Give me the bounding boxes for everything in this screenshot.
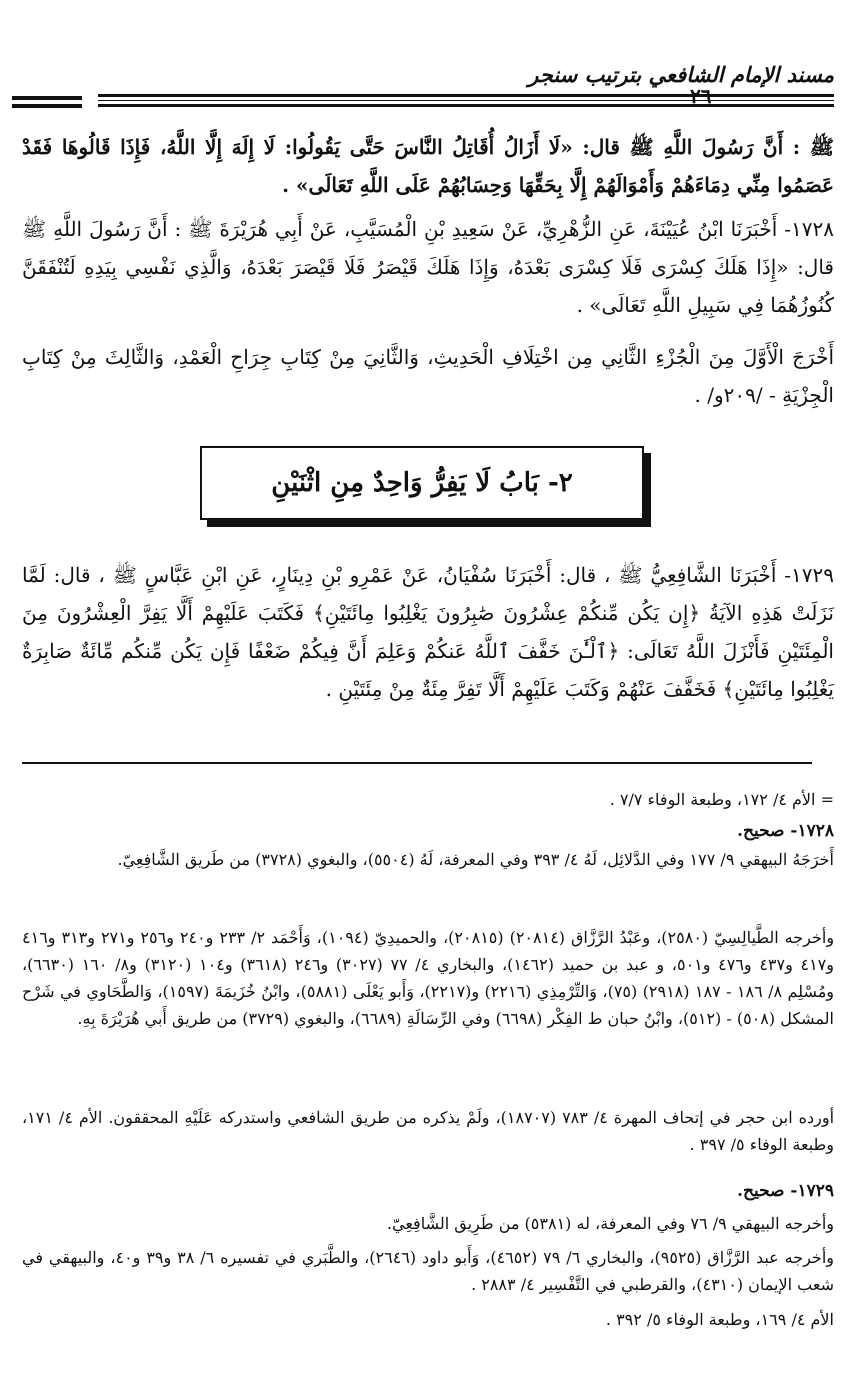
footnote-text: وأخرجه البيهقي ٩/ ٧٦ وفي المعرفة، له (٥٣٨١) من طَرِيق الشَّافِعِيّ. bbox=[386, 1214, 834, 1233]
hadith-text: ١٧٢٨- أَخْبَرَنَا ابْنُ عُيَيْنَةَ، عَنِ الزُّهْرِيِّ، عَنْ سَعِيدِ بْنِ الْمُسَيَّبِ، عَنْ أَبِي هُرَيْرَةَ ﷺ : أَنَّ رَسُولَ اللَّهِ ﷺ قال: «إِذَا هَلَكَ كِسْرَى فَلَا كِسْرَى بَعْدَهُ، وَإِذَا هَلَكَ قَيْصَرُ فَلَا قَيْصَرَ بَعْدَهُ، وَالَّذِي نَفْسِي بِيَدِهِ لَتُنْفَقَنَّ كُنُوزُهُمَا فِي سَبِيلِ اللَّهِ تَعَالَى» . bbox=[22, 217, 834, 317]
footnote-text: وأخرجه الطَّيالِسِيّ (٢٥٨٠)، وعَبْدُ الرَّزَّاق (٢٠٨١٤) (٢٠٨١٥)، والحميدِيّ (١٠٩٤)، وَأَحْمَد ٢/ ٢٣٣ و٢٤٠ و٢٥٦ و٢٧١ و٣١٣ و٤١٦ و٤١٧ و٤٣٧ و٤٧٦ و٥٠١، و عبد بن حميد (١٤٦٢)، والبخاري ٤/ ٧٧ (٣٠٢٧) و٢٤٦ (٣٦١٨) و١٠٤ (٣١٢٠) و٨/ ١٦٠ (٦٦٣٠)، ومُسْلِم ٨/ ١٨٦ - ١٨٧ (٢٩١٨) (٧٥)، وَالتِّرْمِذِي (٢٢١٦) و(٢٢١٧)، وَأَبو يَعْلَى (٥٨٨١)، وابْنُ خُزَيمَةَ (١٥٩٧)، وَالطَّحَاوي في شَرْح المشكل (٥٠٨) - (٥١٢)، وابْنُ حبان ط الفِكْر (٦٦٩٨) وفي الرِّسَالَةِ (٦٦٨٩)، والبغوي (٣٧٢٩) من طريق أَبي هُرَيْرَةَ بِهِ. bbox=[22, 928, 835, 1028]
hadith-1728 bbox=[22, 210, 834, 324]
header-rule bbox=[98, 100, 834, 101]
header-rule bbox=[98, 94, 834, 97]
hadith-continuation bbox=[22, 128, 834, 204]
footnote-text: الأم ٤/ ١٦٩، وطبعة الوفاء ٥/ ٣٩٢ . bbox=[605, 1310, 834, 1329]
chapter-title: ٢- بَابُ لَا يَفِرُّ وَاحِدٌ مِنِ اثْنَيْنِ bbox=[271, 468, 573, 498]
footnote-divider bbox=[22, 762, 812, 764]
header-ornament bbox=[12, 96, 82, 100]
hadith-text: ﷺ : أَنَّ رَسُولَ اللَّهِ ﷺ قال: «لَا أَزَالُ أُقَاتِلُ النَّاسَ حَتَّى يَقُولُوا: لَا إِلَهَ إِلَّا اللَّهُ، فَإِذَا قَالُوهَا فَقَدْ عَصَمُوا مِنِّي دِمَاءَهُمْ وَأَمْوَالَهُمْ إِلَّا بِحَقِّهَا وَحِسَابُهُمْ عَلَى اللَّهِ تَعَالَى» . bbox=[22, 135, 834, 197]
footnote-heading: ١٧٢٩- صحيح. bbox=[737, 1181, 834, 1201]
page-number: ٢٦ bbox=[690, 84, 712, 108]
hadith-1729 bbox=[22, 556, 834, 708]
footnote-heading: ١٧٢٨- صحيح. bbox=[737, 821, 834, 841]
footnote-text: أَخرَجَهُ البيهقي ٩/ ١٧٧ وفي الدَّلائِل، لَهُ ٤/ ٣٩٣ وفي المعرفة، لَهُ (٥٥٠٤)، والبغوي (٣٧٢٨) من طَريق الشَّافِعِيّ. bbox=[117, 850, 834, 869]
footnote-continuation: = الأم ٤/ ١٧٢، وطبعة الوفاء ٧/٧ . bbox=[609, 790, 834, 809]
header-rule bbox=[98, 104, 834, 107]
source-note-text: أَخْرَجَ الْأَوَّلَ مِنَ الْجُزْءِ الثَّانِي مِن اخْتِلَافِ الْحَدِيثِ، وَالثَّانِيَ مِنْ كِتَابِ جِرَاحِ الْعَمْدِ، وَالثَّالِثَ مِنْ كِتَابِ الْجِزْيَةِ - /٢٠٩و/ . bbox=[22, 345, 834, 407]
running-title: مسند الإمام الشافعي بترتيب سنجر bbox=[528, 62, 834, 87]
chapter-heading-box bbox=[200, 446, 644, 520]
source-note bbox=[22, 338, 834, 414]
footnote-text: وأخرجه عبد الرَّزَّاق (٩٥٢٥)، والبخاري ٦/ ٧٩ (٤٦٥٢)، وَأَبو داود (٢٦٤٦)، والطَّبَري في تفسيره ٦/ ٣٨ و٣٩ و٤٠، والبيهقي في شعب الإيمان (٤٣١٠)، والقرطبي في التَّفْسِير ٤/ ٢٨٨٣ . bbox=[22, 1248, 834, 1294]
footnote-text: أورده ابن حجر في إتحاف المهرة ٤/ ٧٨٣ (١٨٧٠٧)، ولَمْ يذكره من طريق الشافعي واستدركه عَلَيْهِ المحققون. الأم ٤/ ١٧١، وطبعة الوفاء ٥/ ٣٩٧ . bbox=[22, 1108, 835, 1154]
hadith-text: ١٧٢٩- أَخْبَرَنَا الشَّافِعِيُّ ﷺ ، قال: أَخْبَرَنَا سُفْيَانُ، عَنْ عَمْرِو بْنِ دِينَارٍ، عَنِ ابْنِ عَبَّاسٍ ﷺ ، قال: لَمَّا نَزَلَتْ هَذِهِ الآيَةُ ﴿إِن يَكُن مِّنكُمْ عِشْرُونَ صَٰبِرُونَ يَغْلِبُوا مِائَتَيْنِ﴾ فَكَتَبَ عَلَيْهِمْ أَلَّا يَفِرَّ الْعِشْرُونَ مِنَ الْمِئَتَيْنِ فَأَنْزَلَ اللَّهُ تَعَالَى: ﴿ٱلْـَٰٔنَ خَفَّفَ ٱللَّهُ عَنكُمْ وَعَلِمَ أَنَّ فِيكُمْ ضَعْفًا فَإِن يَكُن مِّنكُم مِّائَةٌ صَابِرَةٌ يَغْلِبُوا مِائَتَيْنِ﴾ فَخَفَّفَ عَنْهُمْ وَكَتَبَ عَلَيْهِمْ أَلَّا تَفِرَّ مِئَةٌ مِنْ مِئَتَيْنِ . bbox=[22, 563, 834, 701]
header-ornament bbox=[12, 104, 82, 108]
